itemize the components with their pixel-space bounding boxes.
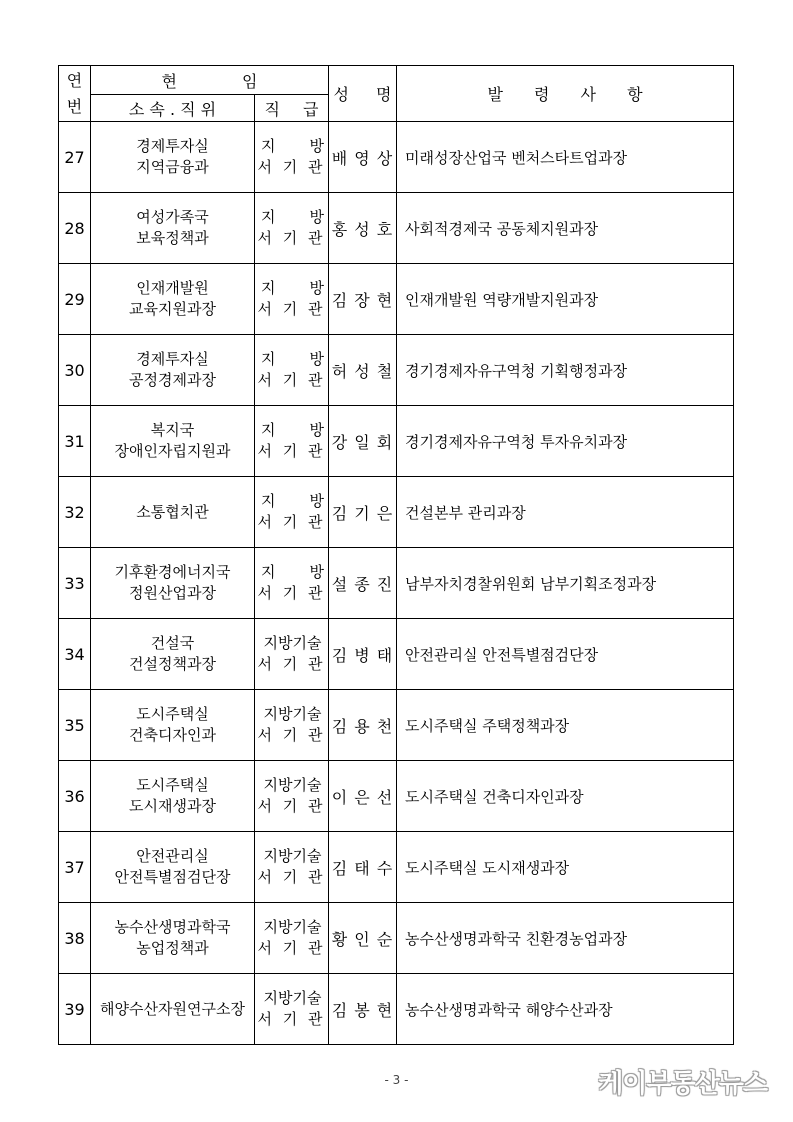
row-rank bbox=[255, 122, 329, 193]
affiliation-line-1: 농수산생명과학국 bbox=[114, 918, 231, 936]
row-name: 배 영 상 bbox=[329, 122, 397, 193]
row-rank bbox=[255, 690, 329, 761]
row-index: 29 bbox=[59, 264, 91, 335]
row-appointment: 건설본부 관리과장 bbox=[397, 477, 734, 548]
affiliation-line-1: 도시주택실 bbox=[136, 705, 209, 723]
row-name: 김 장 현 bbox=[329, 264, 397, 335]
row-index: 34 bbox=[59, 619, 91, 690]
affiliation-line-1: 안전관리실 bbox=[136, 847, 209, 865]
table-row bbox=[59, 335, 734, 406]
rank-line-1-a: 지방기술 bbox=[263, 634, 322, 652]
affiliation-line-1: 여성가족국 bbox=[136, 208, 209, 226]
affiliation-line-2: 건설정책과장 bbox=[129, 655, 216, 673]
rank-line-1-a: 지방기술 bbox=[263, 847, 322, 865]
row-index: 39 bbox=[59, 974, 91, 1045]
rank-line-2: 서 기 관 bbox=[257, 655, 326, 673]
row-name: 이 은 선 bbox=[329, 761, 397, 832]
rank-line-1-b: 방 bbox=[309, 208, 324, 226]
row-appointment: 경기경제자유구역청 기획행정과장 bbox=[397, 335, 734, 406]
row-name: 김 병 태 bbox=[329, 619, 397, 690]
table-row bbox=[59, 832, 734, 903]
table-row bbox=[59, 548, 734, 619]
rank-line-2: 서 기 관 bbox=[257, 513, 326, 531]
page-number: - 3 - bbox=[384, 1073, 409, 1087]
rank-line-1 bbox=[255, 562, 328, 583]
rank-line-2: 서 기 관 bbox=[257, 939, 326, 957]
table-row bbox=[59, 122, 734, 193]
row-index: 27 bbox=[59, 122, 91, 193]
table-row bbox=[59, 690, 734, 761]
rank-line-1-b: 방 bbox=[309, 421, 324, 439]
rank-line-2: 서 기 관 bbox=[257, 726, 326, 744]
affiliation-line-1: 경제투자실 bbox=[136, 137, 209, 155]
affiliation-line-1: 소통협치관 bbox=[136, 502, 209, 521]
row-name: 김 기 은 bbox=[329, 477, 397, 548]
table-row bbox=[59, 903, 734, 974]
affiliation-line-1: 도시주택실 bbox=[136, 776, 209, 794]
row-rank bbox=[255, 264, 329, 335]
row-affiliation bbox=[91, 406, 255, 477]
row-appointment: 남부자치경찰위원회 남부기획조정과장 bbox=[397, 548, 734, 619]
affiliation-line-1: 경제투자실 bbox=[136, 350, 209, 368]
rank-line-1-a: 지 bbox=[261, 137, 276, 155]
affiliation-line-1: 해양수산자원연구소장 bbox=[100, 999, 245, 1018]
header-row-top bbox=[59, 66, 734, 95]
rank-line-2: 서 기 관 bbox=[257, 229, 326, 247]
rank-line-1-b: 방 bbox=[309, 492, 324, 510]
table-row bbox=[59, 406, 734, 477]
row-index: 38 bbox=[59, 903, 91, 974]
row-index: 32 bbox=[59, 477, 91, 548]
row-affiliation bbox=[91, 761, 255, 832]
row-name: 황 인 순 bbox=[329, 903, 397, 974]
row-affiliation bbox=[91, 974, 255, 1045]
row-appointment: 경기경제자유구역청 투자유치과장 bbox=[397, 406, 734, 477]
rank-line-1 bbox=[255, 136, 328, 157]
row-index: 35 bbox=[59, 690, 91, 761]
row-affiliation bbox=[91, 832, 255, 903]
affiliation-line-1: 인재개발원 bbox=[136, 279, 209, 297]
watermark-logo: 케이부동산뉴스 bbox=[598, 1069, 767, 1099]
row-appointment: 사회적경제국 공동체지원과장 bbox=[397, 193, 734, 264]
affiliation-line-2: 안전특별점검단장 bbox=[114, 868, 231, 886]
table-row bbox=[59, 761, 734, 832]
row-affiliation bbox=[91, 264, 255, 335]
rank-line-2: 서 기 관 bbox=[257, 797, 326, 815]
rank-line-2: 서 기 관 bbox=[257, 1010, 326, 1028]
header-index bbox=[59, 66, 91, 122]
row-appointment: 농수산생명과학국 친환경농업과장 bbox=[397, 903, 734, 974]
rank-line-1-b: 방 bbox=[309, 350, 324, 368]
row-rank bbox=[255, 903, 329, 974]
header-current: 현 임 bbox=[91, 66, 329, 95]
row-rank bbox=[255, 193, 329, 264]
rank-line-1-b: 방 bbox=[309, 563, 324, 581]
row-appointment: 인재개발원 역량개발지원과장 bbox=[397, 264, 734, 335]
table-row bbox=[59, 477, 734, 548]
row-affiliation bbox=[91, 548, 255, 619]
affiliation-line-2: 건축디자인과 bbox=[129, 726, 216, 744]
row-appointment: 도시주택실 건축디자인과장 bbox=[397, 761, 734, 832]
row-rank bbox=[255, 974, 329, 1045]
row-affiliation bbox=[91, 619, 255, 690]
table-row bbox=[59, 264, 734, 335]
rank-line-1-a: 지 bbox=[261, 208, 276, 226]
row-name: 김 용 천 bbox=[329, 690, 397, 761]
header-appointment: 발 령 사 항 bbox=[397, 66, 734, 122]
rank-line-1-a: 지방기술 bbox=[263, 918, 322, 936]
rank-line-1 bbox=[255, 278, 328, 299]
row-name: 김 태 수 bbox=[329, 832, 397, 903]
affiliation-line-1: 건설국 bbox=[150, 634, 195, 652]
row-affiliation bbox=[91, 122, 255, 193]
rank-line-1 bbox=[255, 491, 328, 512]
rank-line-1-b: 방 bbox=[309, 137, 324, 155]
table-row bbox=[59, 619, 734, 690]
rank-line-1-a: 지 bbox=[261, 492, 276, 510]
row-affiliation bbox=[91, 193, 255, 264]
table-body bbox=[59, 122, 734, 1045]
rank-line-2: 서 기 관 bbox=[257, 868, 326, 886]
row-name: 강 일 회 bbox=[329, 406, 397, 477]
affiliation-line-2: 지역금융과 bbox=[136, 158, 209, 176]
table-row bbox=[59, 974, 734, 1045]
rank-line-1 bbox=[255, 988, 328, 1009]
row-index: 36 bbox=[59, 761, 91, 832]
affiliation-line-1: 복지국 bbox=[150, 421, 195, 439]
row-rank bbox=[255, 335, 329, 406]
row-affiliation bbox=[91, 477, 255, 548]
header-rank: 직 급 bbox=[255, 95, 329, 122]
row-rank bbox=[255, 406, 329, 477]
rank-line-1 bbox=[255, 633, 328, 654]
row-index: 30 bbox=[59, 335, 91, 406]
rank-line-1 bbox=[255, 846, 328, 867]
row-affiliation bbox=[91, 903, 255, 974]
rank-line-2: 서 기 관 bbox=[257, 300, 326, 318]
row-rank bbox=[255, 619, 329, 690]
row-index: 28 bbox=[59, 193, 91, 264]
rank-line-1-a: 지 bbox=[261, 563, 276, 581]
rank-line-2: 서 기 관 bbox=[257, 584, 326, 602]
rank-line-2: 서 기 관 bbox=[257, 442, 326, 460]
affiliation-line-2: 농업정책과 bbox=[136, 939, 209, 957]
affiliation-line-2: 교육지원과장 bbox=[129, 300, 216, 318]
rank-line-1-a: 지방기술 bbox=[263, 989, 322, 1007]
rank-line-1 bbox=[255, 704, 328, 725]
affiliation-line-2: 보육정책과 bbox=[136, 229, 209, 247]
rank-line-1-a: 지방기술 bbox=[263, 776, 322, 794]
row-appointment: 미래성장산업국 벤처스타트업과장 bbox=[397, 122, 734, 193]
header-affiliation: 소 속 . 직 위 bbox=[91, 95, 255, 122]
row-appointment: 안전관리실 안전특별점검단장 bbox=[397, 619, 734, 690]
row-index: 33 bbox=[59, 548, 91, 619]
rank-line-1 bbox=[255, 775, 328, 796]
row-appointment: 농수산생명과학국 해양수산과장 bbox=[397, 974, 734, 1045]
row-index: 37 bbox=[59, 832, 91, 903]
row-appointment: 도시주택실 도시재생과장 bbox=[397, 832, 734, 903]
rank-line-1-a: 지 bbox=[261, 279, 276, 297]
rank-line-1 bbox=[255, 207, 328, 228]
rank-line-1-b: 방 bbox=[309, 279, 324, 297]
row-name: 설 종 진 bbox=[329, 548, 397, 619]
row-appointment: 도시주택실 주택정책과장 bbox=[397, 690, 734, 761]
rank-line-1 bbox=[255, 420, 328, 441]
row-affiliation bbox=[91, 690, 255, 761]
row-name: 허 성 철 bbox=[329, 335, 397, 406]
affiliation-line-1: 기후환경에너지국 bbox=[114, 563, 231, 581]
rank-line-1 bbox=[255, 349, 328, 370]
affiliation-line-2: 공정경제과장 bbox=[129, 371, 216, 389]
affiliation-line-2: 장애인자립지원과 bbox=[114, 442, 231, 460]
rank-line-1 bbox=[255, 917, 328, 938]
header-name: 성 명 bbox=[329, 66, 397, 122]
row-rank bbox=[255, 477, 329, 548]
row-rank bbox=[255, 832, 329, 903]
row-name: 김 봉 현 bbox=[329, 974, 397, 1045]
rank-line-1-a: 지 bbox=[261, 350, 276, 368]
rank-line-2: 서 기 관 bbox=[257, 371, 326, 389]
affiliation-line-2: 도시재생과장 bbox=[129, 797, 216, 815]
row-index: 31 bbox=[59, 406, 91, 477]
row-affiliation bbox=[91, 335, 255, 406]
rank-line-1-a: 지 bbox=[261, 421, 276, 439]
affiliation-line-2: 정원산업과장 bbox=[129, 584, 216, 602]
rank-line-1-a: 지방기술 bbox=[263, 705, 322, 723]
row-rank bbox=[255, 548, 329, 619]
header-index-label: 연번 bbox=[66, 70, 83, 116]
rank-line-2: 서 기 관 bbox=[257, 158, 326, 176]
appointment-table bbox=[58, 65, 734, 1045]
row-name: 홍 성 호 bbox=[329, 193, 397, 264]
row-rank bbox=[255, 761, 329, 832]
table-row bbox=[59, 193, 734, 264]
